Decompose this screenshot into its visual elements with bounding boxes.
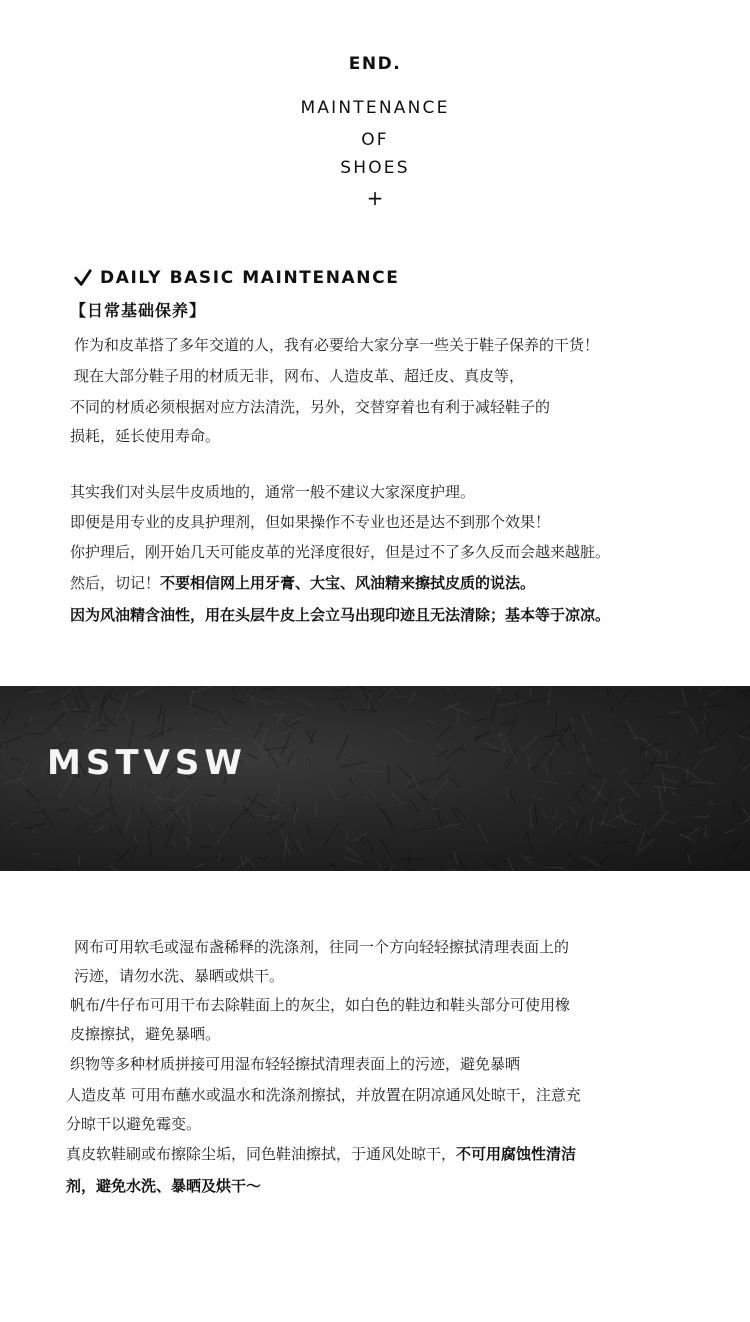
genuine-line-2: 剂，避免水洗、暴晒及烘干〜 (66, 1177, 262, 1195)
leather-warning-line-2: 因为风油精含油性，用在头层牛皮上会立马出现印迹且无法清除；基本等于凉凉。 (70, 606, 611, 624)
header-line-shoes: SHOES (340, 158, 410, 178)
intro-line-4: 损耗，延长使用寿命。 (70, 427, 221, 445)
mesh-line-1: 网布可用软毛或湿布盏稀释的洗涤剂，往同一个方向轻轻擦拭清理表面上的 (74, 938, 570, 956)
leather-texture-banner (0, 686, 750, 871)
header-plus: + (366, 186, 384, 210)
genuine-prefix: 真皮软鞋刷或布擦除尘垢，同色鞋油擦拭，于通风处晾干， (66, 1145, 457, 1163)
banner-label: MSTVSW (47, 743, 247, 783)
mesh-line-2: 污迹，请勿水洗、暴晒或烘干。 (74, 967, 285, 985)
warning-bold: 不要相信网上用牙膏、大宝、风油精来擦拭皮质的说法。 (160, 574, 536, 592)
intro-line-2: 现在大部分鞋子用的材质无非，网布、人造皮革、超迁皮、真皮等， (74, 367, 525, 385)
intro-line-1: 作为和皮革搭了多年交道的人，我有必要给大家分享一些关于鞋子保养的干货！ (74, 336, 600, 354)
fabric-line: 织物等多种材质拼接可用湿布轻轻擦拭清理表面上的污迹，避免暴晒 (70, 1055, 521, 1073)
warning-prefix: 然后，切记！ (70, 574, 161, 592)
genuine-line-1 (66, 1143, 576, 1164)
leather-warning (70, 572, 535, 593)
brand-logo: END. (348, 54, 402, 74)
check-icon (74, 269, 92, 287)
leather-line-2: 即便是用专业的皮具护理剂，但如果操作不专业也还是达不到那个效果！ (70, 513, 551, 531)
canvas-line-2: 皮擦擦拭，避免暴晒。 (70, 1025, 221, 1043)
section-title: DAILY BASIC MAINTENANCE (100, 268, 400, 288)
header-line-maintenance: MAINTENANCE (300, 98, 450, 118)
synthetic-line-1: 人造皮革 可用布蘸水或温水和洗涤剂擦拭，并放置在阴凉通风处晾干，注意充 (66, 1086, 581, 1104)
intro-line-3: 不同的材质必须根据对应方法清洗，另外，交替穿着也有利于减轻鞋子的 (70, 398, 551, 416)
synthetic-line-2: 分晾干以避免霉变。 (66, 1115, 202, 1133)
leather-line-1: 其实我们对头层牛皮质地的，通常一般不建议大家深度护理。 (70, 483, 476, 501)
header-line-of: OF (361, 130, 389, 150)
leather-line-3: 你护理后，刚开始几天可能皮革的光泽度很好，但是过不了多久反而会越来越脏。 (70, 543, 611, 561)
section-subtitle: 【日常基础保养】 (70, 301, 207, 320)
canvas-line-1: 帆布/牛仔布可用干布去除鞋面上的灰尘，如白色的鞋边和鞋头部分可使用橡 (70, 996, 571, 1014)
section-title-row (74, 268, 399, 288)
genuine-bold: 不可用腐蚀性清洁 (456, 1145, 577, 1163)
